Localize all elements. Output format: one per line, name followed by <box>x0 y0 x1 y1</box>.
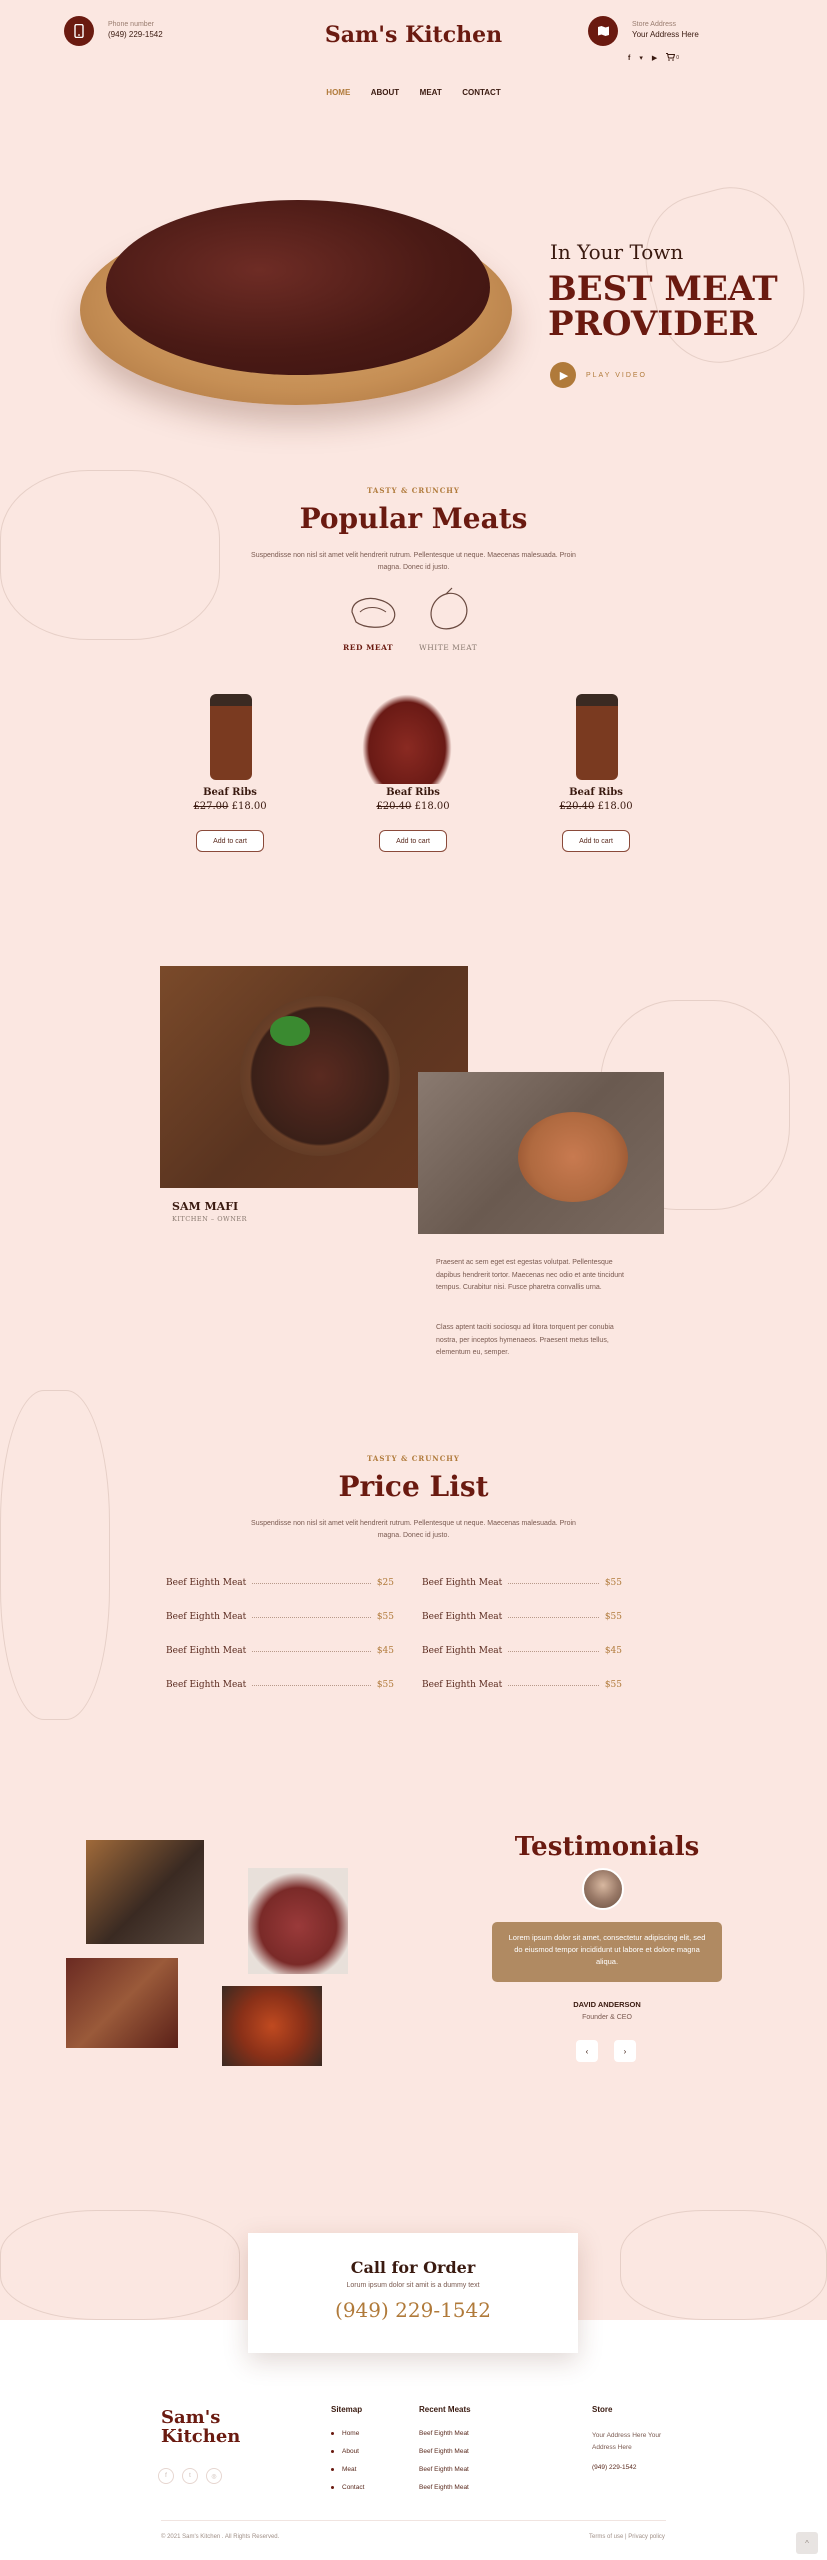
footer-store-title: Store <box>592 2405 613 2414</box>
price-item-value: $55 <box>604 1578 622 1588</box>
gallery-image[interactable] <box>66 1958 178 2048</box>
cart-icon[interactable] <box>666 53 675 63</box>
phone-label: Phone number <box>108 21 154 28</box>
testimonial-next-button[interactable] <box>614 2040 636 2062</box>
price-row <box>166 1680 394 1690</box>
call-for-order-subtitle: Lorum ipsum dolor sit amit is a dummy text <box>346 2282 480 2289</box>
gallery-image[interactable] <box>248 1868 348 1974</box>
about-image-bowls <box>418 1072 664 1234</box>
sketch-decoration <box>620 2210 827 2320</box>
product-current-price: £18.00 <box>597 801 633 812</box>
hero-jerky-image <box>106 200 490 375</box>
pricelist-title: Price List <box>338 1470 489 1503</box>
price-item-value: $55 <box>604 1680 622 1690</box>
footer-recent-item[interactable]: Beef Eighth Meat <box>419 2466 469 2473</box>
product-name[interactable]: Beaf Ribs <box>386 787 440 798</box>
address-label: Store Address <box>632 21 676 28</box>
call-for-order-phone[interactable]: (949) 229-1542 <box>335 2298 491 2322</box>
footer-sitemap-list <box>331 2430 364 2502</box>
popular-description: Suspendisse non nisl sit amet velit hendrerit rutrum. Pellentesque ut neque. Maecenas malesuada. Proin magna. Donec id justo. <box>251 552 576 571</box>
white-meat-icon[interactable] <box>424 586 474 632</box>
price-item-name: Beef Eighth Meat <box>166 1646 247 1656</box>
play-video-button[interactable] <box>550 362 576 388</box>
instagram-icon[interactable]: ◎ <box>206 2468 222 2484</box>
footer-recent-title: Recent Meats <box>419 2405 471 2414</box>
price-item-value: $55 <box>376 1612 394 1622</box>
nav-home[interactable]: HOME <box>326 88 351 97</box>
product-current-price: £18.00 <box>231 801 267 812</box>
price-row <box>166 1646 394 1656</box>
hero-title-line1: BEST MEAT <box>548 269 778 309</box>
nav-about[interactable]: ABOUT <box>370 88 400 97</box>
sketch-decoration <box>0 1390 110 1720</box>
footer-recent-item[interactable]: Beef Eighth Meat <box>419 2430 469 2437</box>
call-for-order-title: Call for Order <box>350 2258 476 2277</box>
product-old-price: £20.40 <box>559 801 595 812</box>
price-item-name: Beef Eighth Meat <box>166 1612 247 1622</box>
footer-store-address: Your Address Here Your Address Here <box>592 2432 662 2451</box>
pricelist-description: Suspendisse non nisl sit amet velit hendrerit rutrum. Pellentesque ut neque. Maecenas malesuada. Proin magna. Donec id justo. <box>251 1520 576 1539</box>
price-item-name: Beef Eighth Meat <box>422 1578 503 1588</box>
owner-role: KITCHEN – OWNER <box>172 1215 248 1223</box>
chevron-up-icon: ^ <box>805 2538 809 2548</box>
sketch-decoration <box>0 470 220 640</box>
add-to-cart-button[interactable]: Add to cart <box>379 830 447 852</box>
footer-link-meat[interactable]: Meat <box>331 2466 364 2473</box>
pricelist-eyebrow: TASTY & CRUNCHY <box>367 1454 460 1463</box>
price-row <box>166 1578 394 1588</box>
product-old-price: £27.00 <box>193 801 229 812</box>
facebook-icon[interactable]: f <box>158 2468 174 2484</box>
product-name[interactable]: Beaf Ribs <box>203 787 257 798</box>
testimonial-role: Founder & CEO <box>582 2014 632 2021</box>
hero-title-line2: PROVIDER <box>548 304 757 344</box>
footer-logo[interactable] <box>161 2408 240 2446</box>
twitter-icon[interactable]: t <box>182 2468 198 2484</box>
price-item-value: $55 <box>376 1680 394 1690</box>
product-price <box>140 801 320 812</box>
price-item-name: Beef Eighth Meat <box>422 1680 503 1690</box>
about-paragraph-1: Praesent ac sem eget est egestas volutpat. Pellentesque dapibus hendrerit tortor. Maecenas nec odio et ante tincidunt tempus. Curabitur nisi. Fusce pharetra convallis urna. <box>436 1259 624 1291</box>
map-icon <box>588 16 618 46</box>
price-row <box>422 1612 622 1622</box>
testimonial-avatar <box>582 1868 624 1910</box>
hero-subtitle: In Your Town <box>550 240 684 264</box>
address-value: Your Address Here <box>632 30 699 39</box>
arrow-right-icon: › <box>623 2046 627 2056</box>
footer-link-about[interactable]: About <box>331 2448 364 2455</box>
add-to-cart-button[interactable]: Add to cart <box>562 830 630 852</box>
testimonial-author: DAVID ANDERSON <box>573 2000 641 2009</box>
call-for-order-card <box>248 2233 578 2353</box>
price-item-name: Beef Eighth Meat <box>166 1578 247 1588</box>
footer-background <box>0 2320 827 2560</box>
red-meat-icon[interactable] <box>346 592 402 632</box>
price-row <box>422 1646 622 1656</box>
product-jar-image[interactable] <box>210 694 252 780</box>
site-logo[interactable]: Sam's Kitchen <box>324 22 503 48</box>
product-price <box>323 801 503 812</box>
play-video-label[interactable]: PLAY VIDEO <box>586 372 647 379</box>
price-item-value: $25 <box>376 1578 394 1588</box>
about-paragraph-2: Class aptent taciti sociosqu ad litora torquent per conubia nostra, per inceptos hymenaeos. Praesent metus tellus, elementum eu, semper. <box>436 1324 614 1356</box>
price-item-name: Beef Eighth Meat <box>422 1646 503 1656</box>
product-current-price: £18.00 <box>414 801 450 812</box>
tab-white-meat[interactable]: WHITE MEAT <box>419 643 478 652</box>
price-item-value: $45 <box>604 1646 622 1656</box>
testimonial-quote: Lorem ipsum dolor sit amet, consectetur adipiscing elit, sed do eiusmod tempor incididunt ut labore et dolore magna aliqua. <box>492 1922 722 1982</box>
price-item-name: Beef Eighth Meat <box>166 1680 247 1690</box>
price-item-name: Beef Eighth Meat <box>422 1612 503 1622</box>
price-item-value: $55 <box>604 1612 622 1622</box>
price-row <box>422 1578 622 1588</box>
youtube-icon[interactable]: ▶ <box>651 55 658 62</box>
price-list-right <box>422 1578 622 1690</box>
footer-link-contact[interactable]: Contact <box>331 2484 364 2491</box>
footer-store-phone[interactable]: (949) 229-1542 <box>592 2464 637 2471</box>
play-icon: ▶ <box>559 369 569 382</box>
sketch-decoration <box>0 2210 240 2320</box>
product-name[interactable]: Beaf Ribs <box>569 787 623 798</box>
nav-contact[interactable]: CONTACT <box>462 88 501 97</box>
price-list-left <box>166 1578 394 1690</box>
footer-recent-list <box>419 2430 469 2502</box>
testimonial-prev-button[interactable] <box>576 2040 598 2062</box>
tab-red-meat[interactable]: RED MEAT <box>343 643 394 652</box>
footer-sitemap-title: Sitemap <box>331 2405 363 2414</box>
footer-copyright: © 2021 Sam's Kitchen . All Rights Reserved. <box>161 2534 280 2540</box>
footer-link-home[interactable]: Home <box>331 2430 364 2437</box>
price-item-value: $45 <box>376 1646 394 1656</box>
arrow-left-icon: ‹ <box>585 2046 589 2056</box>
footer-recent-item[interactable]: Beef Eighth Meat <box>419 2484 469 2491</box>
owner-name: SAM MAFI <box>172 1200 239 1213</box>
phone-number[interactable]: (949) 229-1542 <box>108 30 163 39</box>
price-row <box>422 1680 622 1690</box>
footer-legal-links[interactable]: Terms of use | Privacy policy <box>589 2534 665 2540</box>
cart-count: 0 <box>676 55 680 61</box>
product-old-price: £20.40 <box>376 801 412 812</box>
footer-logo-line1: Sam's <box>161 2407 221 2428</box>
footer-social <box>158 2468 222 2484</box>
footer-recent-item[interactable]: Beef Eighth Meat <box>419 2448 469 2455</box>
nav-meat[interactable]: MEAT <box>419 88 442 97</box>
main-nav <box>0 82 827 100</box>
add-to-cart-button[interactable]: Add to cart <box>196 830 264 852</box>
testimonials-title: Testimonials <box>514 1832 700 1862</box>
product-jerky-image[interactable] <box>362 694 452 784</box>
popular-title: Popular Meats <box>299 502 528 535</box>
twitter-icon[interactable]: ▾ <box>639 55 643 62</box>
footer-divider <box>161 2520 666 2521</box>
product-price <box>506 801 686 812</box>
footer-logo-line2: Kitchen <box>161 2426 241 2447</box>
gallery-image[interactable] <box>86 1840 204 1944</box>
back-to-top-button[interactable] <box>796 2532 818 2554</box>
popular-eyebrow: TASTY & CRUNCHY <box>367 486 460 495</box>
product-jar-image[interactable] <box>576 694 618 780</box>
facebook-icon[interactable]: f <box>628 54 631 62</box>
price-row <box>166 1612 394 1622</box>
gallery-image[interactable] <box>222 1986 322 2066</box>
